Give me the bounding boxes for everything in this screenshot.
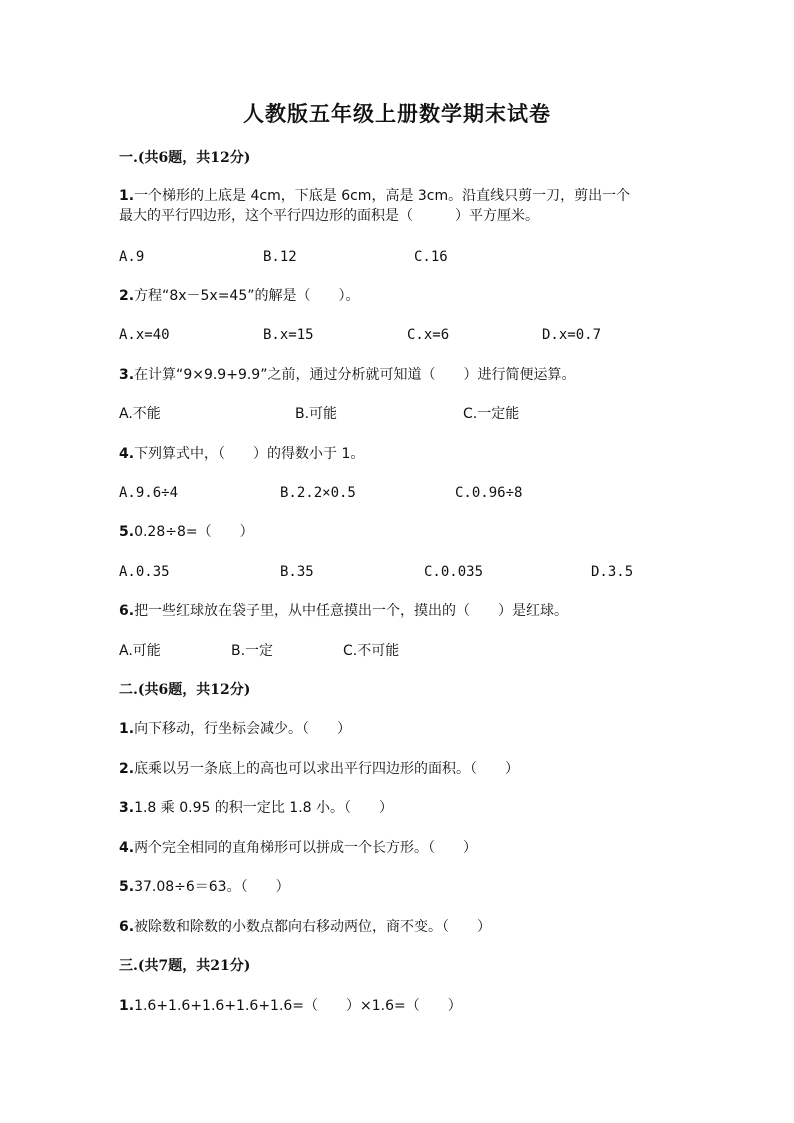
question-line — [119, 186, 630, 206]
option-c: C.0.035 — [424, 564, 484, 580]
exam-title: 人教版五年级上册数学期末试卷 — [243, 101, 551, 126]
question-number: 2. — [119, 761, 135, 777]
option-a: A.x=40 — [119, 327, 170, 343]
question-number: 6. — [119, 919, 135, 935]
question-line — [119, 917, 491, 937]
question-text: 一个梯形的上底是 4cm，下底是 6cm，高是 3cm。沿直线只剪一刀，剪出一个 — [134, 188, 631, 204]
option-b: B.12 — [263, 249, 297, 265]
question-text: 在计算“9×9.9+9.9”之前，通过分析就可知道（ ）进行简便运算。 — [134, 367, 576, 383]
option-a: A.9 — [119, 249, 145, 265]
question-number: 2. — [119, 288, 135, 304]
question-line — [119, 286, 360, 306]
option-d: D.3.5 — [591, 564, 634, 580]
question-number: 3. — [119, 800, 135, 816]
option-a: A.9.6÷4 — [119, 485, 179, 501]
option-b: B.一定 — [231, 643, 274, 659]
question-text: 37.08÷6＝63。（ ） — [134, 879, 290, 895]
question-text: 向下移动，行坐标会减少。（ ） — [134, 721, 352, 737]
question-text: 两个完全相同的直角梯形可以拼成一个长方形。（ ） — [134, 840, 478, 856]
question-line — [119, 996, 462, 1016]
question-text: 1.8 乘 0.95 的积一定比 1.8 小。（ ） — [134, 800, 394, 816]
question-text: 被除数和除数的小数点都向右移动两位，商不变。（ ） — [134, 919, 492, 935]
option-b: B.35 — [280, 564, 314, 580]
question-line — [119, 522, 254, 542]
option-d: D.x=0.7 — [542, 327, 602, 343]
question-line — [119, 798, 393, 818]
question-line — [119, 444, 364, 464]
section-header: 一.(共6题，共12分) — [119, 150, 251, 166]
question-text: 0.28÷8=（ ） — [134, 524, 254, 540]
option-a: A.可能 — [119, 643, 161, 659]
question-line — [119, 838, 477, 858]
question-text: 底乘以另一条底上的高也可以求出平行四边形的面积。（ ） — [134, 761, 520, 777]
question-number: 5. — [119, 879, 135, 895]
question-text-continued: 最大的平行四边形，这个平行四边形的面积是（ ）平方厘米。 — [119, 208, 539, 224]
option-c: C.16 — [414, 249, 448, 265]
question-number: 5. — [119, 524, 135, 540]
section-header: 二.(共6题，共12分) — [119, 682, 251, 698]
question-number: 1. — [119, 998, 135, 1014]
option-b: B.x=15 — [263, 327, 314, 343]
option-b: B.可能 — [295, 406, 338, 422]
option-c: C.x=6 — [407, 327, 450, 343]
question-line — [119, 365, 575, 385]
question-number: 4. — [119, 446, 135, 462]
question-line — [119, 759, 519, 779]
question-number: 1. — [119, 721, 135, 737]
option-c: C.一定能 — [463, 406, 520, 422]
option-b: B.2.2×0.5 — [280, 485, 356, 501]
section-header: 三.(共7题，共21分) — [119, 958, 251, 974]
option-c: C.0.96÷8 — [455, 485, 523, 501]
question-line — [119, 877, 290, 897]
question-text: 方程“8x－5x=45”的解是（ ）。 — [134, 288, 360, 304]
option-a: A.不能 — [119, 406, 161, 422]
option-a: A.0.35 — [119, 564, 170, 580]
question-number: 1. — [119, 188, 135, 204]
question-text: 下列算式中，（ ）的得数小于 1。 — [134, 446, 365, 462]
question-number: 4. — [119, 840, 135, 856]
question-text: 把一些红球放在袋子里，从中任意摸出一个，摸出的（ ）是红球。 — [134, 603, 569, 619]
question-line — [119, 719, 351, 739]
question-number: 3. — [119, 367, 135, 383]
question-text: 1.6+1.6+1.6+1.6+1.6=（ ）×1.6=（ ） — [134, 998, 462, 1014]
option-c: C.不可能 — [343, 643, 400, 659]
question-number: 6. — [119, 603, 135, 619]
question-line — [119, 601, 568, 621]
